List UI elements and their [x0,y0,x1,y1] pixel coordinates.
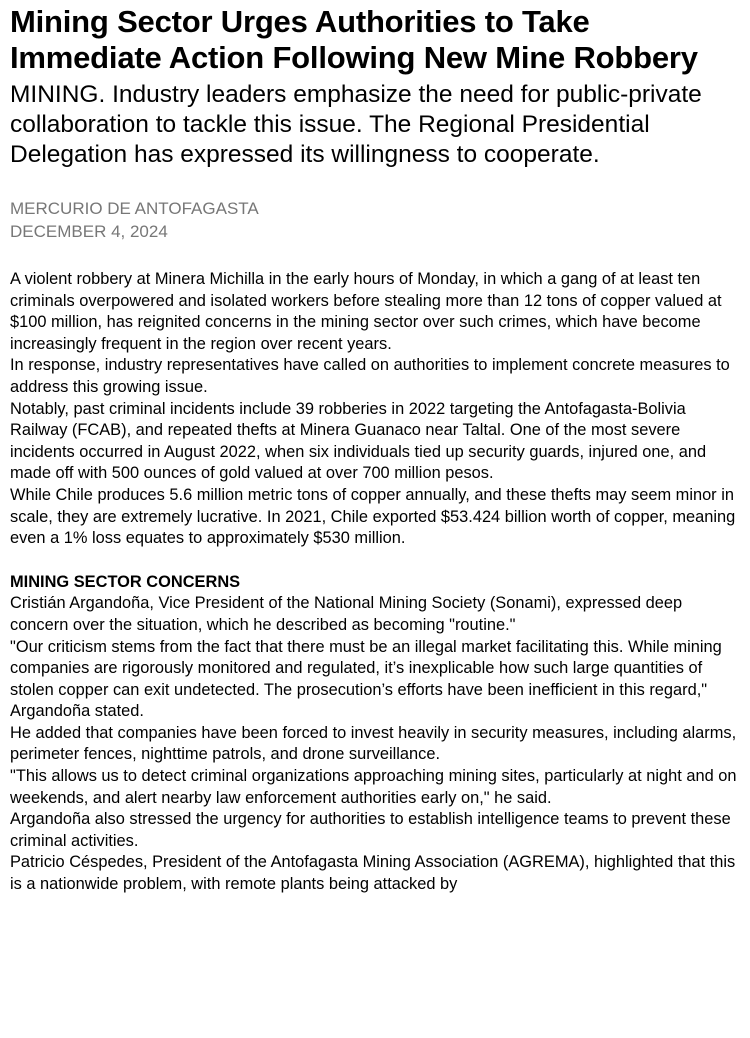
article-subheadline: MINING. Industry leaders emphasize the need for public-private collaboration to tackle this issue. The Regional Presidential Delegation has expressed its willingness to cooperate. [10,81,702,168]
body-paragraph: Cristián Argandoña, Vice President of the National Mining Society (Sonami), expressed deep concern over the situation, which he described as becoming "routine." [10,594,683,634]
body-paragraph: Notably, past criminal incidents include 39 robberies in 2022 targeting the Antofagasta-Bolivia Railway (FCAB), and repeated thefts at Minera Guanaco near Taltal. One of the most severe incidents occurred in August 2022, when six individuals tied up security guards, injured one, and made off with 500 ounces of gold valued at over 700 million pesos. [10,399,707,483]
body-paragraph: He added that companies have been forced to invest heavily in security measures, including alarms, perimeter fences, nighttime patrols, and drone surveillance. [10,723,737,764]
body-paragraph: In response, industry representatives have called on authorities to implement concrete measures to address this growing issue. [10,356,730,396]
body-paragraph: "Our criticism stems from the fact that there must be an illegal market facilitating this. While mining companies are rigorously monitored and regulated, it’s inexplicable how such large quantities of stolen copper can exit undetected. The prosecution’s efforts have been inefficient in this regard," Argandoña stated. [10,637,722,721]
article-date: DECEMBER 4, 2024 [10,222,168,241]
article-meta [10,197,740,243]
body-paragraph: Patricio Céspedes, President of the Antofagasta Mining Association (AGREMA), highlighted that this is a nationwide problem, with remote plants being attacked by [10,853,736,894]
section-heading: MINING SECTOR CONCERNS [10,572,241,591]
article-source: MERCURIO DE ANTOFAGASTA [10,199,259,218]
article-headline: Mining Sector Urges Authorities to Take Immediate Action Following New Mine Robbery [10,4,698,75]
body-paragraph: Argandoña also stressed the urgency for authorities to establish intelligence teams to prevent these criminal activities. [10,810,731,850]
article-body [10,269,740,896]
body-paragraph: While Chile produces 5.6 million metric tons of copper annually, and these thefts may seem minor in scale, they are extremely lucrative. In 2021, Chile exported $53.424 billion worth of copper, meaning even a 1% loss equates to approximately $530 million. [10,485,736,548]
body-paragraph: "This allows us to detect criminal organizations approaching mining sites, particularly at night and on weekends, and alert nearby law enforcement authorities early on," he said. [10,767,737,807]
body-paragraph: A violent robbery at Minera Michilla in the early hours of Monday, in which a gang of at least ten criminals overpowered and isolated workers before stealing more than 12 tons of copper valued at $100 million, has reignited concerns in the mining sector over such crimes, which have become increasingly frequent in the region over recent years. [10,270,722,353]
